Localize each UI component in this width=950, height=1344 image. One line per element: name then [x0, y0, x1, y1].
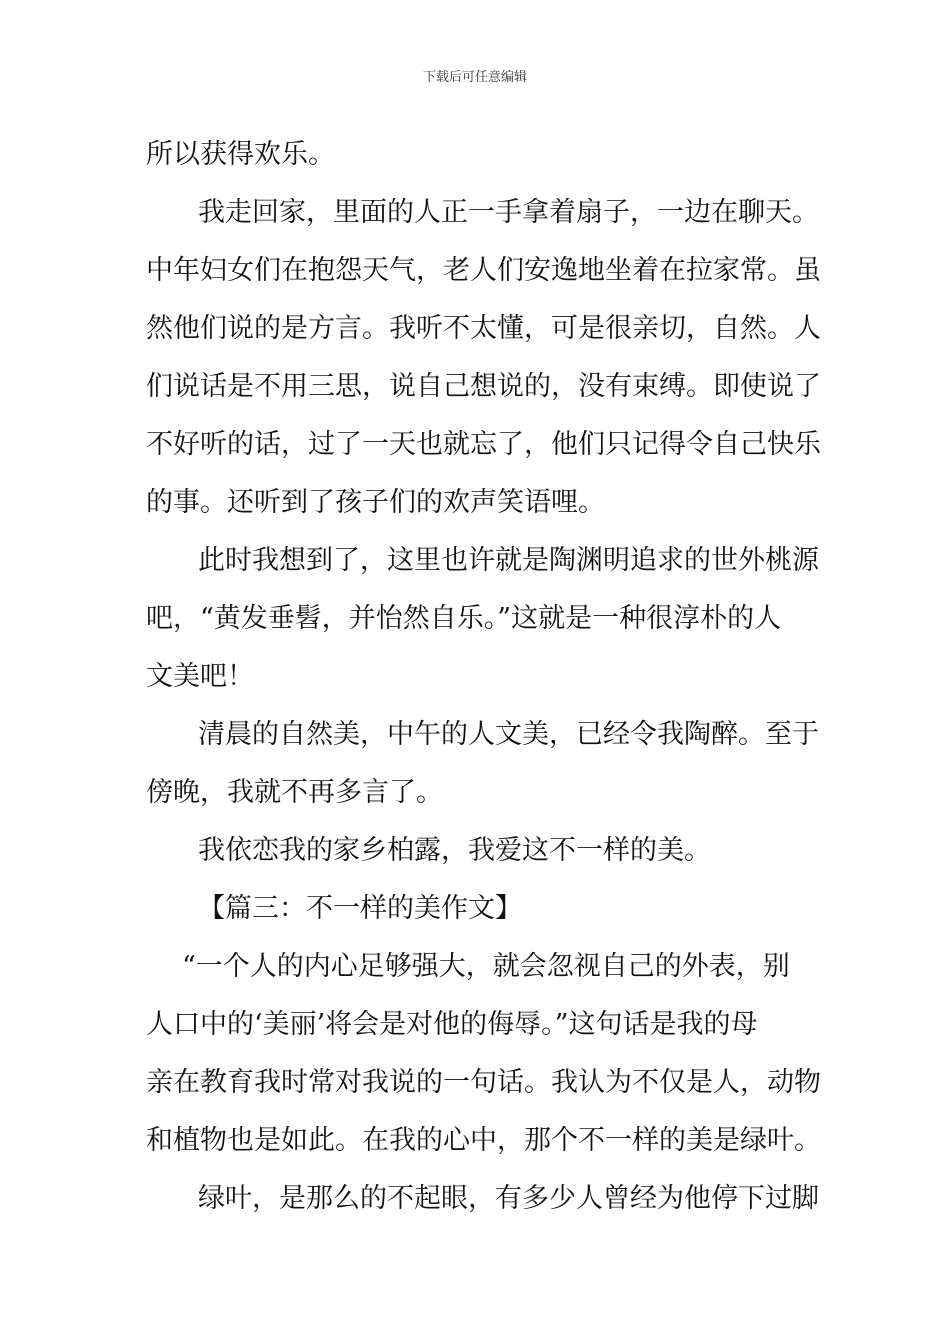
text-line: 和植物也是如此。在我的心中，那个不一样的美是绿叶。: [146, 1125, 821, 1156]
text-line: 傍晚，我就不再多言了。: [146, 777, 443, 808]
text-line: 文美吧！: [146, 661, 254, 692]
paragraph-start-line: 我走回家，里面的人正一手拿着扇子，一边在聊天。: [198, 197, 819, 228]
page-header: 下载后可任意编辑: [422, 70, 527, 85]
text-line: 所以获得欢乐。: [146, 139, 335, 170]
section-heading: 【篇三：不一样的美作文】: [198, 893, 522, 924]
text-line: 亲在教育我时常对我说的一句话。我认为不仅是人，动物: [146, 1067, 821, 1098]
document-body: [146, 126, 821, 1228]
text-line: 中年妇女们在抱怨天气，老人们安逸地坐着在拉家常。虽: [146, 255, 821, 286]
text-line: 的事。还听到了孩子们的欢声笑语哩。: [146, 487, 605, 518]
paragraph-start-line: 此时我想到了，这里也许就是陶渊明追求的世外桃源: [198, 545, 819, 576]
text-line: 们说话是不用三思，说自己想说的，没有束缚。即使说了: [146, 371, 821, 402]
text-line: 不好听的话，过了一天也就忘了，他们只记得令自己快乐: [146, 429, 821, 460]
paragraph-start-line: 清晨的自然美，中午的人文美，已经令我陶醉。至于: [198, 719, 819, 750]
text-line: 人口中的‘美丽’将会是对他的侮辱。”这句话是我的母: [146, 1009, 758, 1040]
paragraph-start-line: 绿叶，是那么的不起眼，有多少人曾经为他停下过脚: [198, 1183, 819, 1214]
text-line: 然他们说的是方言。我听不太懂，可是很亲切，自然。人: [146, 313, 821, 344]
paragraph-start-line: 我依恋我的家乡柏露，我爱这不一样的美。: [198, 835, 711, 866]
text-line: 吧，“黄发垂髫，并怡然自乐。”这就是一种很淳朴的人: [146, 603, 782, 634]
paragraph-start-line: “一个人的内心足够强大，就会忽视自己的外表，别: [182, 951, 790, 982]
